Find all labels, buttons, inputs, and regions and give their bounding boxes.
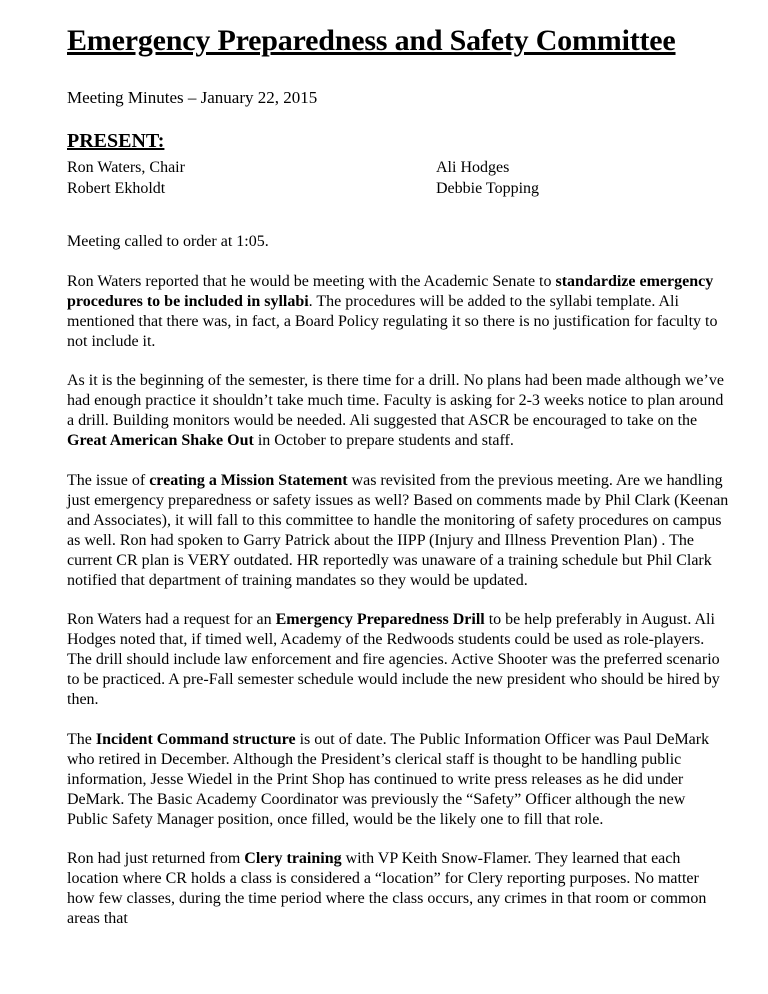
paragraph-mission-statement [67, 471, 729, 591]
attendees-column-1 [67, 157, 185, 199]
attendee: Robert Ekholdt [67, 180, 166, 197]
text: As it is the beginning of the semester, is there time for a drill. No plans had been made although we’ve had enough practice it shouldn’t take much time. Faculty is asking for 2-3 weeks notice to plan around a drill. Building monitors would be needed. Ali suggested that ASCR be encouraged to take on the [67, 372, 724, 429]
paragraph-call-to-order [67, 232, 729, 252]
text: The issue of [67, 471, 150, 489]
text: to be help preferably in August. Ali Hodges noted that, if timed well, Academy of the Redwoods students could be used as role-players. The drill should include law enforcement and fire agencies. Active Shooter was the preferred scenario to be practiced. A pre-Fall semester schedule would include the new president who should be hired by then. [67, 611, 720, 708]
attendee: Debbie Topping [436, 180, 540, 197]
text: Ron had just returned from [67, 850, 245, 867]
bold-topic: creating a Mission Statement [149, 471, 348, 489]
text: Ron Waters had a request for an [67, 611, 276, 628]
attendee: Ron Waters, Chair [67, 159, 185, 176]
paragraph-preparedness-drill [67, 610, 729, 710]
bold-topic: Emergency Preparedness Drill [275, 611, 485, 628]
meeting-date: Meeting Minutes – January 22, 2015 [67, 88, 318, 107]
present-heading: PRESENT: [67, 130, 165, 152]
document-title: Emergency Preparedness and Safety Committee [67, 24, 676, 57]
bold-topic: Incident Command structure [95, 730, 296, 748]
text: Ron Waters reported that he would be meeting with the Academic Senate to [67, 272, 556, 290]
minutes-body [67, 232, 729, 949]
paragraph-incident-command [67, 730, 729, 830]
attendee: Ali Hodges [436, 159, 510, 176]
text: with VP Keith Snow-Flamer. They learned that each location where CR holds a class is considered a “location” for Clery reporting purposes. No matter how few classes, during the time period where the class occurs, any crimes in that room or common areas that [67, 850, 707, 927]
bold-topic: Clery training [244, 850, 342, 867]
text: . The procedures will be added to the syllabi template. Ali mentioned that there was, in fact, a Board Policy regulating it so there is no justification for faculty to not include it. [67, 292, 718, 350]
bold-topic: Great American Shake Out [67, 432, 254, 449]
text: was revisited from the previous meeting. Are we handling just emergency preparedness or safety issues as well? Based on comments made by Phil Clark (Keenan and Associates), it will fall to this committee to handle the monitoring of safety procedures on campus as well. Ron had spoken to Garry Patrick about the IIPP (Injury and Illness Prevention Plan) . The current CR plan is VERY outdated. HR reportedly was unaware of a training schedule but Phil Clark notified that department of training mandates so they would be updated. [67, 471, 729, 589]
paragraph-syllabi [67, 272, 729, 352]
attendees-column-2 [436, 157, 539, 199]
bold-topic: standardize emergency procedures to be included in syllabi [67, 272, 714, 310]
paragraph-drill [67, 371, 729, 451]
text: Meeting called to order at 1:05. [67, 233, 269, 250]
text: The [67, 730, 96, 748]
paragraph-clery-training [67, 849, 729, 929]
text: in October to prepare students and staff. [253, 432, 514, 449]
text: is out of date. The Public Information Officer was Paul DeMark who retired in December. Although the President’s clerical staff is thought to be handling public information, Jesse Wiedel in the Print Shop has continued to write press releases as he did under DeMark. The Basic Academy Coordinator was previously the “Safety” Officer although the new Public Safety Manager position, once filled, would be the likely one to fill that role. [67, 730, 710, 828]
